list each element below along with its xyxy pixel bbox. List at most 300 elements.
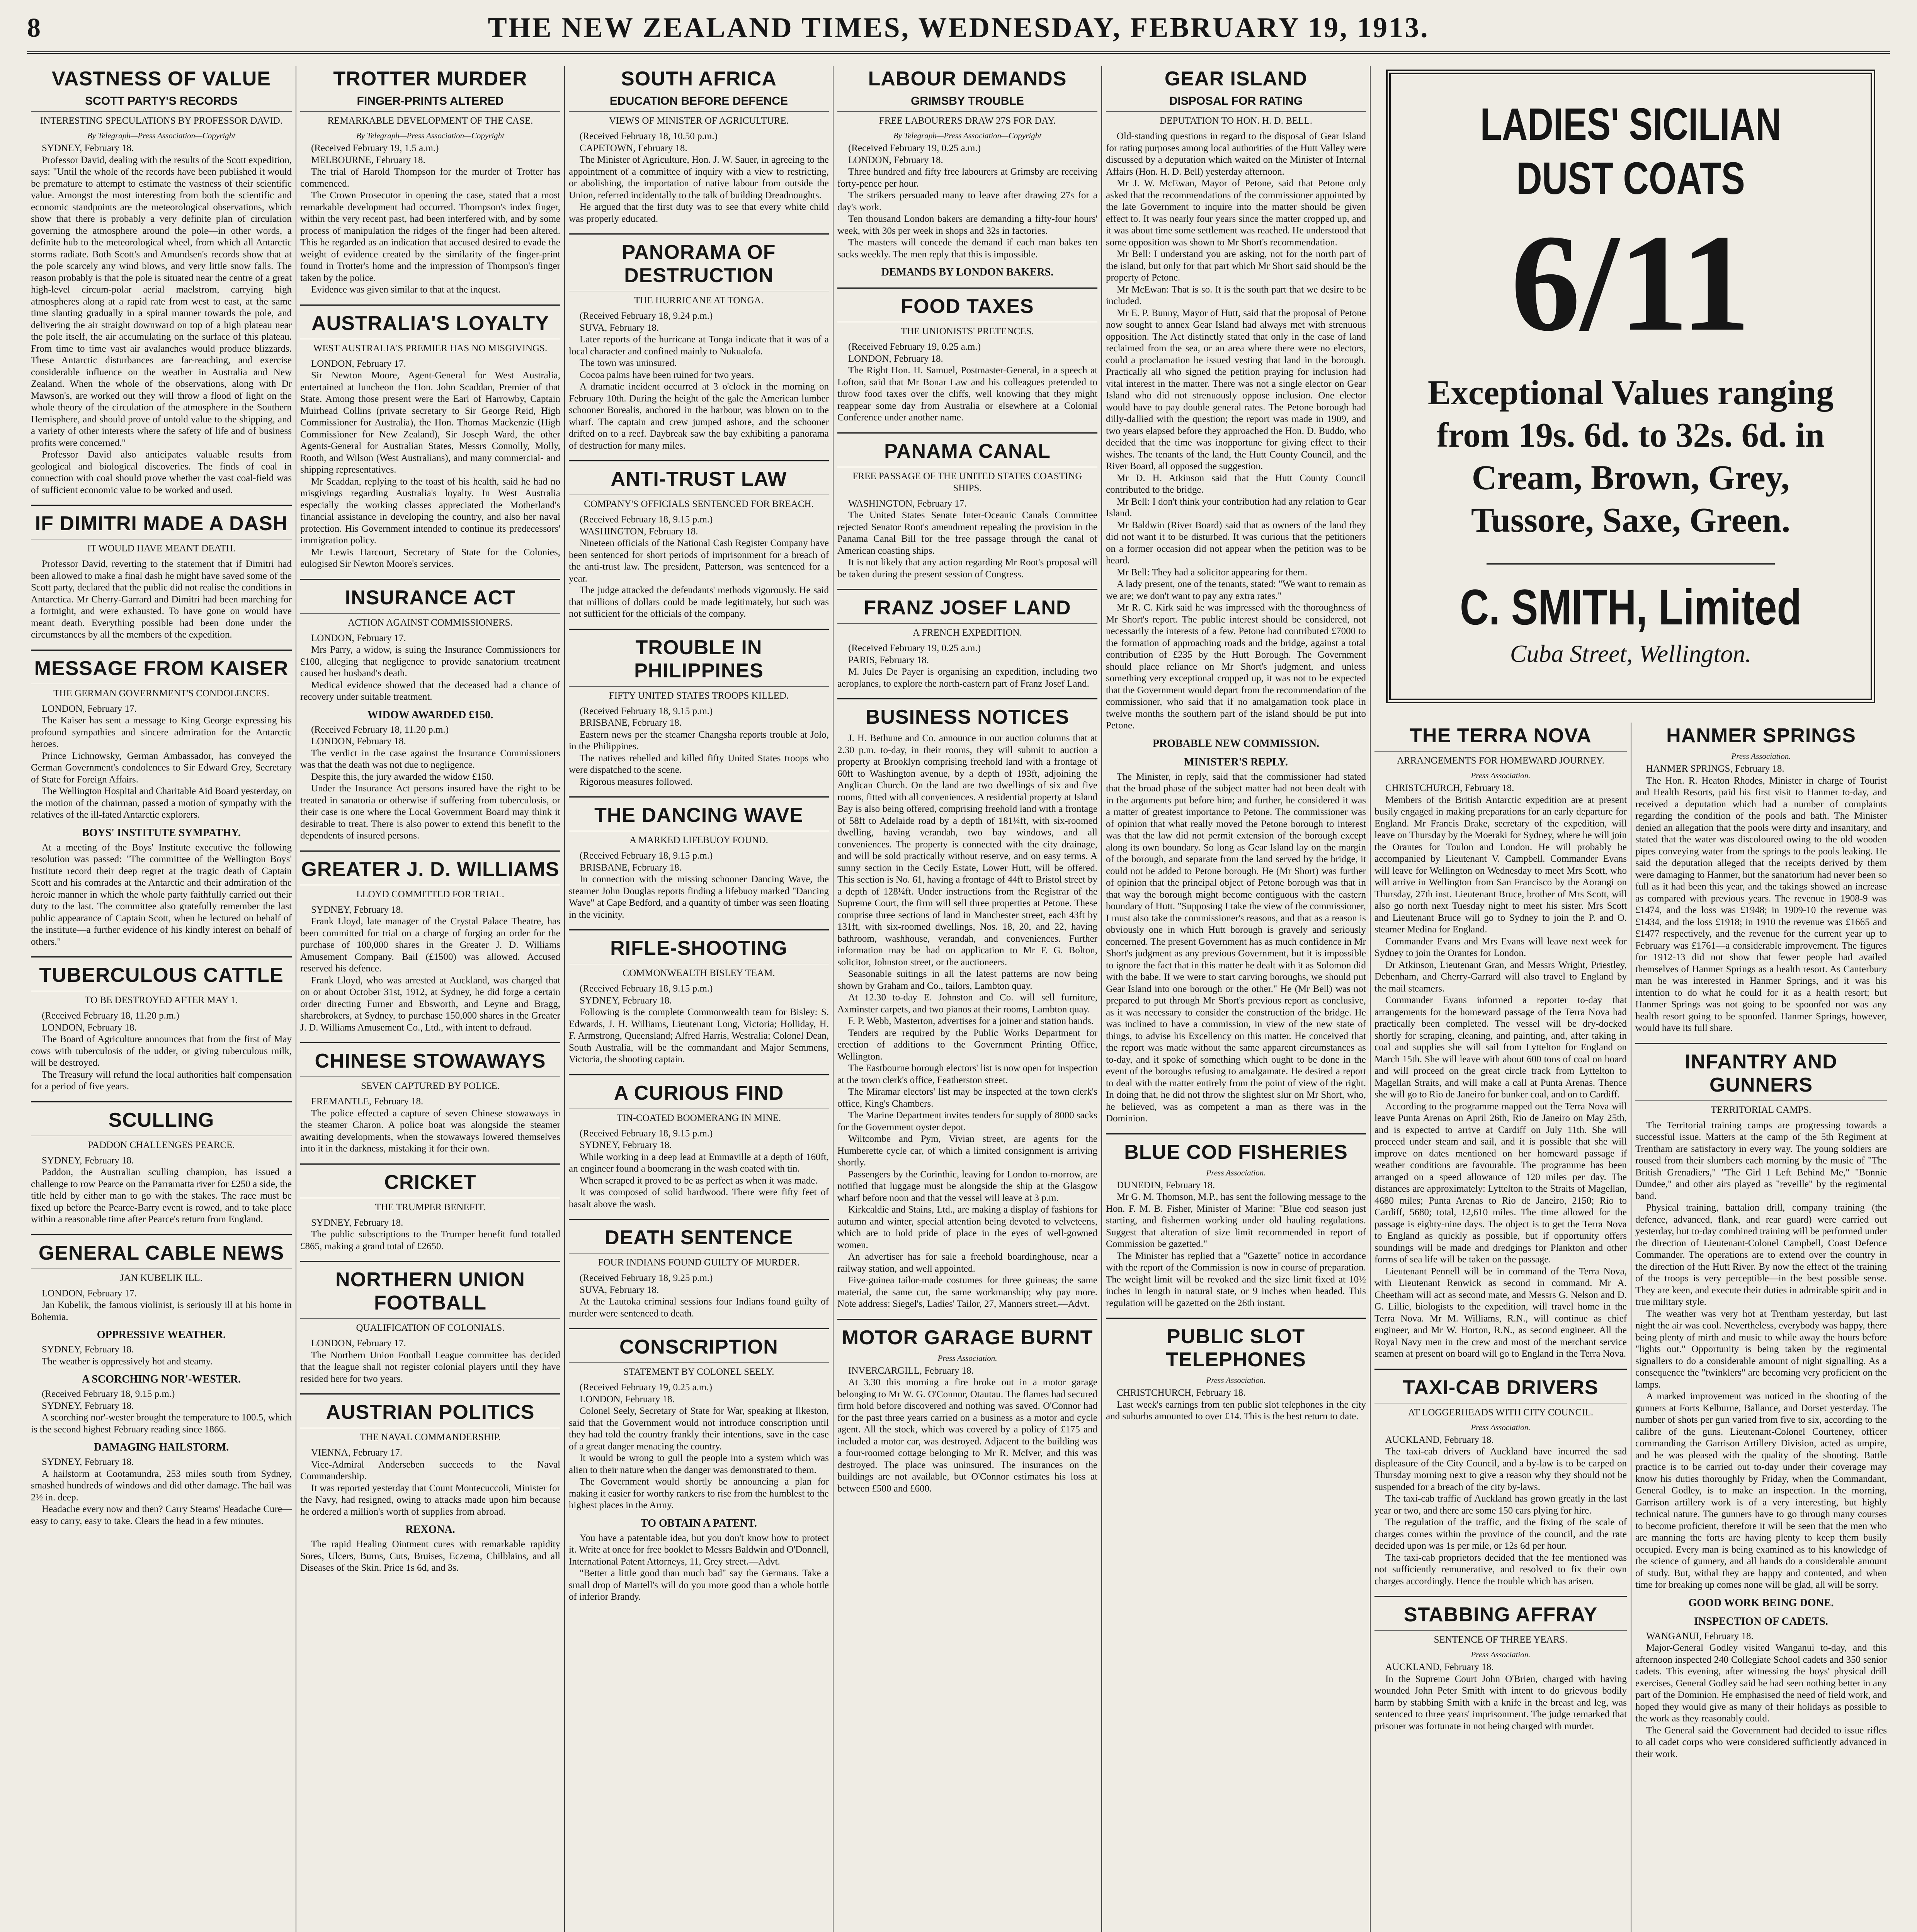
paragraph: LONDON, February 18. [848, 353, 943, 364]
article [1106, 67, 1366, 1125]
subheadline: COMPANY'S OFFICIALS SENTENCED FOR BREACH. [569, 495, 829, 510]
paragraph: WANGANUI, February 18. [1646, 1631, 1754, 1641]
paragraph: SYDNEY, February 18. [42, 1155, 134, 1166]
paragraph: (Received February 18, 9.15 p.m.) [580, 983, 713, 994]
subheadline: THE TRUMPER BENEFIT. [300, 1198, 560, 1213]
article-body [1106, 1180, 1366, 1310]
article [300, 579, 560, 842]
paragraph: FREMANTLE, February 18. [311, 1096, 424, 1107]
article-body [300, 1338, 560, 1385]
paragraph: Rigorous measures followed. [580, 776, 693, 787]
wire-credit: Press Association. [1471, 1650, 1531, 1659]
subheadline: TIN-COATED BOOMERANG IN MINE. [569, 1109, 829, 1124]
article-body [31, 1288, 292, 1527]
article-body [300, 1447, 560, 1574]
subheadline: REMARKABLE DEVELOPMENT OF THE CASE. [300, 111, 560, 127]
paragraph: (Received February 19, 0.25 a.m.) [848, 342, 981, 352]
deck: SCOTT PARTY'S RECORDS [85, 95, 238, 107]
article-body [837, 341, 1097, 424]
column-6b [1631, 723, 1890, 1932]
paragraph: Frank Lloyd, who was arrested at Auckland, was charged that on or about October 31st, 1912, at Sydney, he did forge a certain order directing Furner and Ebsworth, and Leyne and Bragg, sharebrokers, at Sydney, to purchase 150,000 shares in the Greater J. D. Williams Amusement Co., Ltd., with intent to defraud. [300, 975, 560, 1033]
paragraph: Cocoa palms have been ruined for two years. [580, 369, 754, 380]
article [300, 850, 560, 1034]
article-body [1374, 782, 1627, 1360]
headline: CRICKET [300, 1163, 560, 1194]
paragraph: The judge attacked the defendants' methods vigorously. He said that millions of dollars could be made legitimately, but such was not sufficient for the officials of the company. [569, 585, 829, 619]
section-heading: PROBABLE NEW COMMISSION. [1152, 737, 1320, 750]
paragraph: Dr Atkinson, Lieutenant Gran, and Messrs Wright, Priestley, Debenham, and Cherry-Garrard will also travel to England by the mail steamers. [1374, 959, 1627, 994]
paragraph: SYDNEY, February 18. [311, 904, 403, 915]
column-2 [296, 66, 564, 1932]
headline: TROUBLE IN PHILIPPINES [569, 629, 829, 682]
wire-credit: Press Association. [1206, 1376, 1266, 1385]
headline: TAXI-CAB DRIVERS [1374, 1369, 1627, 1399]
paragraph: Ten thousand London bakers are demanding a fifty-four hours' week, with 30s per week in shops and 32s in factories. [837, 214, 1097, 236]
headline: HANMER SPRINGS [1666, 724, 1856, 747]
headline: ANTI-TRUST LAW [569, 460, 829, 491]
paragraph: Three hundred and fifty free labourers at Grimsby are receiving forty-pence per hour. [837, 167, 1097, 189]
ad-values-text: Exceptional Values ranging from 19s. 6d. to 32s. 6d. in Cream, Brown, Grey, Tussore, Saxe, Green. [1427, 374, 1834, 539]
paragraph: VIENNA, February 17. [311, 1447, 403, 1458]
paragraph: Professor David, reverting to the statement that if Dimitri had been allowed to make a final dash he might have saved some of the Scott party, declared that the public did not realise the conditions in Antarctica. Mr Cherry-Garrard and Dimitri had been marching for a fortnight, and were exhausted. To have gone on would have meant death. Everything possible had been done under the circumstances by all the members of the expedition. [31, 559, 292, 640]
paragraph: The Eastbourne borough electors' list is now open for inspection at the town clerk's office, Featherston street. [837, 1063, 1097, 1085]
section-heading: MINISTER'S REPLY. [1184, 756, 1288, 768]
paragraph: Eastern news per the steamer Changsha reports trouble at Jolo, in the Philippines. [569, 729, 829, 752]
article-body [300, 904, 560, 1034]
article [31, 1234, 292, 1527]
article-body [569, 131, 829, 225]
paragraph: LONDON, February 18. [42, 1022, 137, 1033]
subheadline: FREE PASSAGE OF THE UNITED STATES COASTING SHIPS. [837, 467, 1097, 494]
paragraph: At a meeting of the Boys' Institute executive the following resolution was passed: "The committee of the Wellington Boys' Institute record their deep regret at the tragic death of Captain Scott and his comrades at the Antarctic and their admiration of the heroic manner in which the whole party faithfully carried out their duty to the last. The committee also gratefully remember the last public appearance of Captain Scott, when he lectured on behalf of the institute—a further evidence of his kindly interest on behalf of others." [31, 842, 292, 947]
paragraph: (Received February 18, 9.15 p.m.) [580, 850, 713, 861]
article-body [1635, 1120, 1887, 1760]
paragraph: "Better a little good than much bad" say the Germans. Take a small drop of Martell's will do you more good than a whole bottle of inferior Brandy. [569, 1568, 829, 1602]
section-heading: GOOD WORK BEING DONE. [1688, 1597, 1834, 1609]
article [837, 698, 1097, 1310]
article-body [837, 498, 1097, 581]
article-body [31, 1010, 292, 1093]
paragraph: The Marine Department invites tenders for supply of 8000 sacks for the Government oyster depot. [837, 1110, 1097, 1133]
section-heading: INSPECTION OF CADETS. [1694, 1615, 1828, 1628]
paragraph: The trial of Harold Thompson for the murder of Trotter has commenced. [300, 167, 560, 189]
paragraph: HANMER SPRINGS, February 18. [1646, 764, 1784, 774]
paragraph: He argued that the first duty was to see that every white child was properly educated. [569, 202, 829, 224]
article [1374, 724, 1627, 1360]
headline: SOUTH AFRICA [621, 68, 777, 90]
paragraph: The masters will concede the demand if each man bakes ten sacks weekly. The men reply that this is impossible. [837, 237, 1097, 260]
deck: GRIMSBY TROUBLE [911, 95, 1024, 107]
subheadline: SENTENCE OF THREE YEARS. [1374, 1630, 1627, 1646]
headline: TUBERCULOUS CATTLE [31, 956, 292, 987]
article [1374, 1369, 1627, 1588]
paragraph: The weather is oppressively hot and steamy. [42, 1356, 213, 1367]
article [300, 67, 560, 296]
headline: THE DANCING WAVE [569, 796, 829, 827]
paragraph: When scraped it proved to be as perfect as when it was made. [580, 1175, 818, 1186]
paragraph: CHRISTCHURCH, February 18. [1117, 1388, 1246, 1398]
paragraph: Following is the complete Commonwealth team for Bisley: S. Edwards, J. H. Williams, Lieutenant Long, Victoria; Holliday, H. F. Armstrong, Queensland; Alfred Harris, Westralia; Colonel Dean, South Australia, will be the commandant and Major Semmens, Victoria, the shooting captain. [569, 1007, 829, 1065]
paragraph: The Right Hon. H. Samuel, Postmaster-General, in a speech at Lofton, said that Mr Bonar Law and his colleagues pretended to throw food taxes over the cliffs, well knowing that they might reappear some day from Australia or elsewhere at a Colonial Conference under another name. [837, 365, 1097, 423]
headline: CONSCRIPTION [569, 1328, 829, 1359]
article-body [1635, 763, 1887, 1034]
paragraph: (Received February 19, 0.25 a.m.) [848, 143, 981, 153]
article [1106, 1318, 1366, 1423]
headline: AUSTRIAN POLITICS [300, 1393, 560, 1424]
paragraph: Vice-Admiral Anderseben succeeds to the Naval Commandership. [300, 1459, 560, 1481]
paragraph: You have a patentable idea, but you don't know how to protect it. Write at once for free booklet to Messrs Baldwin and O'Donnell, International Patent Attorneys, 11, Grey street.—Advt. [569, 1532, 829, 1567]
paragraph: J. H. Bethune and Co. announce in our auction columns that at 2.30 p.m. to-day, in their rooms, they will submit to auction a property at Brooklyn comprising freehold land with a frontage of 60ft to Washington avenue, by a depth of 193ft, adjoining the Anglican Church. On the land are two dwellings of six and five rooms, fitted with all conveniences. A residential property at Island Bay is also being offered, comprising freehold land with a frontage of 58ft to Adelaide road by a depth of 181¼ft, with six-roomed dwelling, having verandah, two bay windows, and all conveniences. The property is connected with the city drainage, and will be sold practically without reserve, and on easy terms. A sunny section in the Cecily Estate, Lower Hutt, will be offered. This section is No. 61, having a frontage of 44ft to Bristol street by a depth of 128¼ft. Under instructions from the Registrar of the Supreme Court, the firm will sell three properties at Petone. These comprise three sections of land in Manchester street, each 43ft by 131ft, with six-roomed dwellings, Nos. 18, 20, and 22, having bathroom, washhouse, verandah, and conveniences. Further information may be had on application to Mr F. G. Bolton, solicitor, Johnston street, or the auctioneers. [837, 733, 1097, 968]
paragraph: LONDON, February 18. [848, 155, 943, 165]
headline: RIFLE-SHOOTING [569, 929, 829, 960]
paragraph: The regulation of the traffic, and the fixing of the scale of charges comes within the province of the council, and the rate decided upon was 1s per mile, or 12s 6d per hour. [1374, 1517, 1627, 1551]
paragraph: WASHINGTON, February 17. [848, 498, 967, 509]
wire-credit: Press Association. [937, 1353, 997, 1363]
paragraph: (Received February 18, 9.15 p.m.) [42, 1389, 175, 1399]
paragraph: The taxi-cab traffic of Auckland has grown greatly in the last year or two, and there are some 150 cars plying for hire. [1374, 1493, 1627, 1516]
section-heading: TO OBTAIN A PATENT. [641, 1517, 757, 1529]
subheadline: IT WOULD HAVE MEANT DEATH. [31, 539, 292, 554]
subheadline: TERRITORIAL CAMPS. [1635, 1100, 1887, 1116]
headline: TROTTER MURDER [333, 68, 527, 90]
subheadline: WEST AUSTRALIA'S PREMIER HAS NO MISGIVINGS. [300, 339, 560, 354]
paragraph: SYDNEY, February 18. [42, 143, 134, 153]
article-body [31, 1155, 292, 1226]
page-number: 8 [27, 13, 41, 43]
subheadline: THE UNIONISTS' PRETENCES. [837, 322, 1097, 337]
paragraph: Commander Evans and Mrs Evans will leave next week for Sydney to join the Orantes for London. [1374, 936, 1627, 958]
subheadline: JAN KUBELIK ILL. [31, 1269, 292, 1284]
article [300, 1163, 560, 1253]
headline: VASTNESS OF VALUE [52, 68, 271, 90]
paragraph: Jan Kubelik, the famous violinist, is seriously ill at his home in Bohemia. [31, 1300, 292, 1322]
paragraph: SYDNEY, February 18. [311, 1217, 403, 1228]
article-body [1106, 131, 1366, 1125]
headline: FOOD TAXES [837, 287, 1097, 318]
paragraph: (Received February 18, 10.50 p.m.) [580, 131, 718, 141]
paragraph: Mr R. C. Kirk said he was impressed with the thoroughness of Mr Short's report. The public interest should be considered, not necessarily the interests of a few. Petone had contributed £7000 to the formation of approaching roads and the bridge, against a total contribution of £235 by the Hutt Borough. The Government should place reliance on Mr Short's judgment, and unless something very exceptional cropped up, it was not to be expected that the Government would depart from the recommendation of the commissioner, who said that if no amalgamation took place in twelve months the southern part of the island should be put into Petone. [1106, 602, 1366, 731]
headline: GEAR ISLAND [1164, 68, 1308, 90]
paragraph: (Received February 18, 9.25 p.m.) [580, 1273, 713, 1283]
paragraph: SUVA, February 18. [580, 1284, 659, 1295]
deck: EDUCATION BEFORE DEFENCE [609, 95, 788, 107]
paragraph: Mr Bell: I don't think your contribution had any relation to Gear Island. [1106, 496, 1366, 519]
article [569, 629, 829, 788]
section-heading: BOYS' INSTITUTE SYMPATHY. [82, 827, 241, 839]
headline: FRANZ JOSEF LAND [837, 589, 1097, 619]
paragraph: Mr McEwan: That is so. It is the south part that we desire to be included. [1106, 284, 1366, 306]
paragraph: CHRISTCHURCH, February 18. [1385, 783, 1514, 793]
paragraph: Kirkcaldie and Stains, Ltd., are making a display of fashions for autumn and winter, special attention being devoted to velveteens, which are to hold pride of place in the eyes of well-gowned women. [837, 1204, 1097, 1250]
article [569, 1074, 829, 1211]
headline: CHINESE STOWAWAYS [300, 1042, 560, 1073]
paragraph: At the Lautoka criminal sessions four Indians found guilty of murder were sentenced to death. [569, 1296, 829, 1319]
paragraph: In connection with the missing schooner Dancing Wave, the steamer John Douglas reports finding a lifebuoy marked "Dancing Wave" at Cape Bedford, and a quantity of timber was seen floating in the vicinity. [569, 874, 829, 920]
wire-credit: By Telegraph—Press Association—Copyright [356, 131, 505, 140]
wire-credit: Press Association. [1471, 771, 1531, 780]
paragraph: The Wellington Hospital and Charitable Aid Board yesterday, on the motion of the chairman, passed a motion of sympathy with the relatives of the ill-fated Antarctic explorers. [31, 786, 292, 820]
headline: GREATER J. D. WILLIAMS [300, 850, 560, 881]
article [1635, 724, 1887, 1034]
headline: LABOUR DEMANDS [868, 68, 1067, 90]
article-body [300, 1217, 560, 1253]
paragraph: Frank Lloyd, late manager of the Crystal Palace Theatre, has been committed for trial on a charge of forging an order for the purchase of 100,000 shares in the Greater J. D. Williams Amusement Company. Bail (£1500) was allowed. Accused reserved his defence. [300, 916, 560, 974]
paragraph: The Board of Agriculture announces that from the first of May cows with tuberculosis of the udder, or giving tuberculous milk, will be destroyed. [31, 1034, 292, 1068]
headline: BUSINESS NOTICES [837, 698, 1097, 729]
paragraph: While working in a deep lead at Emmaville at a depth of 160ft, an engineer found a boomerang in the wash coated with tin. [569, 1151, 829, 1174]
paragraph: The rapid Healing Ointment cures with remarkable rapidity Sores, Ulcers, Burns, Cuts, Bruises, Eczema, Chilblains, and all Diseases of the Skin. Price 1s 6d, and 3s. [300, 1539, 560, 1573]
paragraph: Nineteen officials of the National Cash Register Company have been sentenced for short periods of imprisonment for a breach of the anti-trust law. The president, Patterson, was sentenced for a year. [569, 538, 829, 584]
subheadline: DEPUTATION TO HON. H. D. BELL. [1106, 111, 1366, 127]
paragraph: BRISBANE, February 18. [580, 718, 682, 728]
paragraph: Later reports of the hurricane at Tonga indicate that it was of a local character and confined mainly to Nukualofa. [569, 334, 829, 357]
article-body [31, 703, 292, 948]
paragraph: Five-guinea tailor-made costumes for three guineas; the same material, the same cut, the same workmanship; why pay more. Note address: Siegel's, Ladies' Tailor, 27, Manners street.—Advt. [837, 1275, 1097, 1309]
section-heading: WIDOW AWARDED £150. [367, 709, 493, 721]
paragraph: Wiltcombe and Pym, Vivian street, are agents for the Humberette cycle car, of which a limited consignment is arriving shortly. [837, 1134, 1097, 1168]
paragraph: LONDON, February 17. [42, 703, 137, 714]
headline: THE TERRA NOVA [1410, 724, 1592, 747]
wire-credit: By Telegraph—Press Association—Copyright [87, 131, 236, 140]
column-5 [1101, 66, 1370, 1932]
subheadline: FOUR INDIANS FOUND GUILTY OF MURDER. [569, 1253, 829, 1269]
paragraph: The verdict in the case against the Insurance Commissioners was that the death was not due to negligence. [300, 748, 560, 770]
paragraph: The town was uninsured. [580, 358, 677, 368]
subheadline: A MARKED LIFEBUOY FOUND. [569, 831, 829, 846]
article [837, 589, 1097, 690]
paragraph: SYDNEY, February 18. [42, 1400, 134, 1411]
article [31, 1101, 292, 1226]
paragraph: Mrs Parry, a widow, is suing the Insurance Commissioners for £100, alleging that negligence to provide sanatorium treatment caused her husband's death. [300, 645, 560, 679]
paragraph: Mr E. P. Bunny, Mayor of Hutt, said that the proposal of Petone now sought to annex Gear Island had always met with strenuous opposition. The Act distinctly stated that only in the case of land reclaimed from the sea, or an area where there were no electors, could a proclamation be issued vesting that land in the borough. Practically all who signed the petition praying for inclusion had vital interest in the matter. There was not a single elector on Gear Island who did not strenuously oppose inclusion. One elector would have to pay double general rates. The Petone borough had dilly-dallied with the question; the report was made in 1909, and two years elapsed before they approached the Hon. D. Buddo, who decided that the time was inopportune for giving effect to their wishes. The tenants of the land, the Hutt County Council, and the River Board, all opposed the suggestion. [1106, 308, 1366, 471]
article [300, 1261, 560, 1385]
article [1374, 1596, 1627, 1732]
paragraph: The police effected a capture of seven Chinese stowaways in the steamer Charon. A police boat was alongside the steamer awaiting developments, when the stowaways lowered themselves into it in the darkness, mistaking it for their own. [300, 1108, 560, 1154]
article-body [569, 1128, 829, 1211]
paragraph: The Kaiser has sent a message to King George expressing his profound sympathies and sincere admiration for the Antarctic heroes. [31, 715, 292, 749]
article-body [837, 733, 1097, 1310]
paragraph: The Miramar electors' list may be inspected at the town clerk's office, King's Chambers. [837, 1087, 1097, 1109]
paragraph: Commander Evans informed a reporter to-day that arrangements for the homeward passage of the Terra Nova had practically been completed. The vessel will be dry-docked shortly for scraping, cleaning, and painting, and, after taking in coal and supplies she will sail from Lyttelton for England on March 15th. She will leave with about 600 tons of coal on board and will proceed on the great circle track from Lyttelton to Magellan Straits, and will make a call at Punta Arenas. Thence she will go to Rio de Janeiro for bunker coal, and on to Cardiff. [1374, 995, 1627, 1100]
headline: AUSTRALIA'S LOYALTY [300, 304, 560, 335]
subheadline: INTERESTING SPECULATIONS BY PROFESSOR DAVID. [31, 111, 292, 127]
article [300, 1042, 560, 1155]
article [837, 432, 1097, 581]
paragraph: LONDON, February 18. [580, 1394, 675, 1405]
article-body [837, 1365, 1097, 1495]
paragraph: Lieutenant Pennell will be in command of the Terra Nova, with Lieutenant Renwick as second in command. Mr A. Cheetham will act as second mate, and Messrs G. Nelson and D. G. Lillie, biologists to the expedition, will travel home in the Terra Nova. Mr M. Williams, R.N., will continue as chief engineer, and Mr W. Horton, R.N., as second engineer. All the Royal Navy men in the crew and most of the merchant service seamen at present on board will go to England in the Terra Nova. [1374, 1266, 1627, 1359]
column-6 [1370, 66, 1890, 1932]
wire-credit: Press Association. [1471, 1422, 1531, 1432]
article [31, 650, 292, 948]
paragraph: (Received February 18, 11.20 p.m.) [311, 724, 449, 735]
article [569, 233, 829, 452]
paragraph: The public subscriptions to the Trumper benefit fund totalled £865, making a grand total of £2650. [300, 1229, 560, 1252]
headline: PANAMA CANAL [837, 432, 1097, 463]
article [300, 1393, 560, 1574]
paragraph: Sir Newton Moore, Agent-General for West Australia, entertained at luncheon the Hon. John Scaddan, Premier of that State. Among those present were the Earl of Harrowby, Captain Muirhead Collins (private secretary to Sir George Reid, High Commissioner for Australia), the Hon. Thomas Mackenzie (High Commissioner for New Zealand), Sir Joseph Ward, the other Agents-General for Australian States, Messrs Connolly, Molly, Rooth, and Wilson (West Australians), and many commercial- and shipping representatives. [300, 370, 560, 475]
paragraph: LONDON, February 18. [311, 736, 406, 747]
paragraph: DUNEDIN, February 18. [1117, 1180, 1215, 1190]
paragraph: (Received February 19, 1.5 a.m.) [311, 143, 439, 153]
headline: IF DIMITRI MADE A DASH [31, 505, 292, 535]
article [1635, 1043, 1887, 1760]
section-heading: OPPRESSIVE WEATHER. [97, 1329, 226, 1341]
headline: PUBLIC SLOT TELEPHONES [1106, 1318, 1366, 1371]
dust-coats-advertisement [1386, 70, 1875, 703]
paragraph: In the Supreme Court John O'Brien, charged with having wounded John Peter Smith with intent to do grievous bodily harm by stabbing Smith with a knife in the breast and leg, was sentenced to three years' imprisonment. The judge remarked that prisoner was fortunate in not being charged with murder. [1374, 1673, 1627, 1731]
paragraph: The Minister, in reply, said that the commissioner had stated that the broad phase of the subject matter had not been dealt with in the arguments put before him; and further, he considered it was a matter of greatest importance to Petone. The commissioner was of opinion that what really moved the Petone borough to interest was that the law did not permit extension of the borough except along its own boundary. So long as Gear Island lay on the margin of the borough, and separate from the land served by the bridge, it could not be added to Petone borough. He (Mr Short) was further of opinion that the principal object of Petone borough was that in that way the borough might become contiguous with the eastern boundary of Hutt. "Supposing I take the view of the commissioner, I must also take the commissioner's reasons, and that as a reason is obviously one in which Hutt borough is gravely and seriously concerned. The present Government has as much confidence in Mr Short's judgment as any previous Government, but it is impossible to ignore the fact that in this matter he dealt with it as Solomon did with the babe. If we were to start carving boroughs, we should put Gear Island into one borough or the other." He (Mr Bell) was not prepared to put through Mr Short's previous report as conclusive, as it was necessary to consider the construction of the bridge. He was inclined to have a commission, in view of the new state of things, to advise his Excellency on this matter. He conceived that the report was made without the same apparent circumstances as to-day, and it spoke of something which ought to be done in the event of the boroughs refusing to amalgamate. He desired a report to deal with the matter entirely from the point of view of the right. In doing that, he did not throw the slightest slur on Mr Short, who, he believed, was as competent a man as there was in the Dominion. [1106, 771, 1366, 1124]
paragraph: BRISBANE, February 18. [580, 862, 682, 873]
article [569, 796, 829, 921]
wire-credit: By Telegraph—Press Association—Copyright [893, 131, 1042, 140]
paragraph: It is not likely that any action regarding Mr Root's proposal will be taken during the present session of Congress. [837, 557, 1097, 580]
subheadline: ARRANGEMENTS FOR HOMEWARD JOURNEY. [1374, 751, 1627, 767]
ad-price: 6/11 [1510, 206, 1751, 360]
paragraph: Professor David, dealing with the results of the Scott expedition, says: "Until the whole of the records have been published it would be premature to attempt to estimate the vastness of their scientific value. Amongst the most interesting from both the scientific and economic standpoints are the meteorological observations, which show that there is probably a very definite plan of circulation governing the atmosphere around the pole—in other words, a definite hub to the meteorological wheel, from which all Antarctic storms radiate. Both Scott's and Amundsen's records show that at the pole scarcely any wind blows, and very little snow falls. The reason probably is that the pole is situated near the centre of a great high-level circum-polar aerial maelstrom, carrying high atmospheres along at a rapid rate from west to east, at the same time slanting gradually in a spiral manner towards the pole, and delivering the air straight downward on top of a high plateau near the pole itself, the air accumulating on the surface of this plateau. From time to time vast air avalanches would produce blizzards. These Antarctic disturbances are far-reaching, and exercise considerable influence on the weather in Australia and New Zealand. When the whole of the observations, along with Dr Mawson's, are worked out they will throw a flood of light on the whole theory of the circulation of the atmosphere in the Southern Hemisphere, and should prove of untold value to the shipping, and a variety of other interests where the safety of life and of business profits were concerned." [31, 155, 292, 448]
article-body [300, 143, 560, 296]
wire-credit: Press Association. [1206, 1168, 1266, 1177]
paragraph: (Received February 18, 9.24 p.m.) [580, 311, 713, 321]
paragraph: MELBOURNE, February 18. [311, 155, 425, 165]
column-4 [833, 66, 1101, 1932]
paragraph: Tenders are required by the Public Works Department for erection of additions to the Government Printing Office, Wellington. [837, 1027, 1097, 1062]
headline: BLUE COD FISHERIES [1106, 1133, 1366, 1164]
section-heading: REXONA. [405, 1524, 455, 1536]
article-body [1106, 1387, 1366, 1423]
paragraph: At 3.30 this morning a fire broke out in a motor garage belonging to Mr W. G. O'Connor, Otautau. The flames had secured firm hold before discovered and nothing was saved. O'Connor had for the past three years carried on a business as a motor and cycle agent. All the stock, which was covered by a policy of £175 and included a motor car, was destroyed. Adjacent to the building was a four-roomed cottage belonging to Mr R. McIver, and this was destroyed. The place was uninsured. The insurances on the buildings are not available, but O'Connor estimates his loss at between £500 and £600. [837, 1377, 1097, 1494]
paragraph: The strikers persuaded many to leave after drawing 27s for a day's work. [837, 190, 1097, 213]
paragraph: Under the Insurance Act persons insured have the right to be treated in sanatoria or otherwise if suffering from tuberculosis, or their case is one where the Local Government Board may think it desirable to treat. There is also power to extend this benefit to the dependents of insured persons. [300, 783, 560, 841]
paragraph: Seasonable suitings in all the latest patterns are now being shown by Graham and Co., tailors, Lambton quay. [837, 969, 1097, 991]
column-3 [564, 66, 833, 1932]
article-body [569, 706, 829, 788]
section-heading: A SCORCHING NOR'-WESTER. [82, 1373, 241, 1385]
article-body [1374, 1434, 1627, 1588]
article-body [31, 558, 292, 641]
paragraph: F. P. Webb, Masterton, advertises for a joiner and station hands. [848, 1016, 1094, 1026]
ad-address: Cuba Street, Wellington. [1510, 640, 1752, 667]
article-body [300, 358, 560, 570]
headline: DEATH SENTENCE [569, 1219, 829, 1249]
paragraph: An advertiser has for sale a freehold boardinghouse, near a railway station, and well appointed. [837, 1252, 1097, 1274]
article-body [569, 1382, 829, 1603]
paragraph: Old-standing questions in regard to the disposal of Gear Island for rating purposes among local authorities of the Hutt Valley were discussed by a deputation which waited on the Minister of Internal Affairs (Hon. H. D. Bell) yesterday afternoon. [1106, 131, 1366, 177]
paragraph: AUCKLAND, February 18. [1385, 1434, 1494, 1445]
article-body [31, 143, 292, 496]
article [300, 304, 560, 570]
paragraph: (Received February 18, 9.15 p.m.) [580, 706, 713, 716]
subheadline: AT LOGGERHEADS WITH CITY COUNCIL. [1374, 1403, 1627, 1418]
paragraph: (Received February 19, 0.25 a.m.) [848, 643, 981, 653]
headline: INFANTRY AND GUNNERS [1635, 1043, 1887, 1097]
article-body [569, 850, 829, 921]
paragraph: According to the programme mapped out the Terra Nova will leave Punta Arenas on April 26th, Rio de Janeiro on May 25th, and is expected to arrive at Cardiff on July 11th. She will proceed under steam and sail, and it is possible that she will improve on dates mentioned on her homeward passage if weather conditions are favourable. The programme has been arranged on a speed allowance of 120 miles per day. The distances are approximately: Lyttelton to the Straits of Magellan, 4680 miles; Punta Arenas to Rio de Janeiro, 2150; Rio to Cardiff, 5680; total, 12,610 miles. The time allowed for the passage is eighty-nine days. The object is to get the Terra Nova to England as quickly as possible, but if opportunity offers soundings will be made and dredgings for Plankton and other forms of sea life will be taken on the passage. [1374, 1101, 1627, 1265]
subheadline: THE GERMAN GOVERNMENT'S CONDOLENCES. [31, 684, 292, 699]
paragraph: Paddon, the Australian sculling champion, has issued a challenge to row Pearce on the Parramatta river for £250 a side, the title held by either man to go with the stakes. The race must be fixed up before the Pearce-Barry event is rowed, and to take place within a reasonable time after Pearce's return from England. [31, 1167, 292, 1225]
masthead [27, 3, 1890, 61]
subheadline: LLOYD COMMITTED FOR TRIAL. [300, 885, 560, 900]
paragraph: SUVA, February 18. [580, 322, 659, 333]
paragraph: (Received February 18, 9.15 p.m.) [580, 1128, 713, 1139]
article [837, 67, 1097, 279]
paragraph: Mr J. W. McEwan, Mayor of Petone, said that Petone only asked that the recommendations of the commissioner appointed by the late Government to inquire into the matter should be given effect to. It was nearly four years since the matter cropped up, and it was about time some settlement was reached. He understood that some opposition was shown to Mr Short's recommendation. [1106, 178, 1366, 248]
wire-credit: Press Association. [1731, 752, 1791, 761]
paragraph: SYDNEY, February 18. [580, 1140, 672, 1150]
paragraph: Last week's earnings from ten public slot telephones in the city and suburbs amounted to over £14. This is the best return to date. [1106, 1399, 1366, 1422]
paragraph: Mr Lewis Harcourt, Secretary of State for the Colonies, eulogised Sir Newton Moore's services. [300, 547, 560, 569]
article [569, 67, 829, 225]
paragraph: At 12.30 to-day E. Johnston and Co. will sell furniture, Axminster carpets, and two pianos at their rooms, Lambton quay. [837, 992, 1097, 1015]
article [31, 505, 292, 641]
headline: SCULLING [31, 1101, 292, 1132]
paragraph: A dramatic incident occurred at 3 o'clock in the morning on February 10th. During the height of the gale the American lumber schooner Borealis, anchored in the harbour, was blown on to the wharf. The captain and crew jumped ashore, and the schooner drifted on to a reef. Daybreak saw the bay exhibiting a panorama of destruction for many miles. [569, 381, 829, 451]
subheadline: THE NAVAL COMMANDERSHIP. [300, 1428, 560, 1443]
paragraph: Mr G. M. Thomson, M.P., has sent the following message to the Hon. F. M. B. Fisher, Minister of Marine: "Blue cod season just starting, and fishermen working under old hauling regulations. Suggest that alteration of size limit recommended in report of Commission be gazetted." [1106, 1192, 1366, 1249]
paragraph: The United States Senate Inter-Oceanic Canals Committee rejected Senator Root's amendment repealing the provision in the Panama Canal Bill for the free passage through the canal of American coasting ships. [837, 510, 1097, 556]
paragraph: The General said the Government had decided to issue rifles to all cadet corps who were considered sufficiently advanced in their work. [1635, 1725, 1887, 1759]
headline: MESSAGE FROM KAISER [31, 650, 292, 680]
paragraph: (Received February 19, 0.25 a.m.) [580, 1382, 712, 1393]
column-6a [1371, 723, 1631, 1932]
ad-title [1444, 97, 1818, 206]
article [837, 1319, 1097, 1495]
paragraph: A lady present, one of the tenants, stated: "We want to remain as we are; we don't want to pay any extra rates." [1106, 579, 1366, 601]
subheadline: VIEWS OF MINISTER OF AGRICULTURE. [569, 111, 829, 127]
paragraph: It was composed of solid hardwood. There were fifty feet of basalt above the wash. [569, 1187, 829, 1209]
paragraph: LONDON, February 17. [42, 1288, 137, 1299]
paragraph: The Minister of Agriculture, Hon. J. W. Sauer, in agreeing to the appointment of a committee of inquiry with a view to restricting, or abolishing, the importation of native labour from outside the Union, referred incidentally to the talk of building Dreadnoughts. [569, 155, 829, 201]
article [569, 460, 829, 620]
paragraph: (Received February 18, 9.15 p.m.) [580, 514, 713, 525]
paragraph: Members of the British Antarctic expedition are at present busily engaged in making preparations for an early departure for England. Mr Francis Drake, secretary of the expedition, will leave on Thursday by the Moeraki for Sydney, where he will join the Orantes for Toulon and London. He will probably be accompanied by Lieutenant V. Campbell. Commander Evans will leave for Wellington on Wednesday to meet Mrs Scott, who will arrive in Wellington from San Francisco by the Aorangi on Thursday, 27th inst. Lieutenant Bruce, brother of Mrs Scott, will also go north next Tuesday night to meet his sister. Mrs Scott and Lieutenant Bruce will go to Sydney to join the P. and O. steamer Medina for England. [1374, 794, 1627, 935]
paragraph: The Treasury will refund the local authorities half compensation for a period of five years. [31, 1069, 292, 1092]
headline: PANORAMA OF DESTRUCTION [569, 233, 829, 287]
article [569, 1328, 829, 1603]
paragraph: Physical training, battalion drill, company training (the defence, advanced, flank, and rear guard) were carried out yesterday, but to-day combined training will be performed under the direction of Lieutenant-Colonel Campbell, Coast Defence Commander. The operations are to extend over the country in the direction of the Hutt River. By now the effect of the training of the troops is very perceptible—in the best possible sense. They are keen, and execute their duties in admirable spirit and in true military style. [1635, 1202, 1887, 1307]
paragraph: The Hon. R. Heaton Rhodes, Minister in charge of Tourist and Health Resorts, paid his first visit to Hanmer to-day, and received a deputation which had a number of complaints regarding the condition of the pools and bath. The Minister denied an allegation that the pools were dirty and insanitary, and stated that the water was discoloured owing to the old wooden pipes conveying water from the springs to the pools leaking. He said the deputation alleged that the receipts derived by them were damaging to Hanmer, but the sanatorium had never been so full as it had been this year, and the takings showed an increase as compared with previous years. The revenue in 1908-9 was £1474, and the loss was £1948; in 1909-10 the revenue was £1434, and the loss £1918; in 1910 the revenue was £1665 and £1477 respectively, and the revenue for the current year up to February was £1761—a considerable improvement. The figures for 1912-13 did not show that fewer people had availed themselves of Hanmer Springs as a health resort. As Canterbury man he was interested in Hanmer Springs, and it was his intention to do what he could for it as a health resort; but Hanmer Springs was not going to be spoonfed nor was any health resort going to be spoonfed. Hanmer Springs, however, would have its full share. [1635, 775, 1887, 1033]
paragraph: SYDNEY, February 18. [42, 1344, 134, 1355]
subheadline: SEVEN CAPTURED BY POLICE. [300, 1077, 560, 1092]
deck: FINGER-PRINTS ALTERED [357, 95, 504, 107]
paragraph: A scorching nor'-wester brought the temperature to 100.5, which is the second highest February reading since 1866. [31, 1412, 292, 1435]
paragraph: The Minister has replied that a "Gazette" notice in accordance with the report of the Commission is now in course of preparation. The weight limit will be revoked and the size limit fixed at 10½ inches in length in natural state, or 9 inches when headed. This regulation will be gazetted on the 26th instant. [1106, 1250, 1366, 1308]
paragraph: Despite this, the jury awarded the widow £150. [311, 771, 494, 782]
paragraph: The taxi-cab proprietors decided that the fee mentioned was not sufficiently remunerative, and resolved to fix their own charges accordingly. Hence the trouble which has arisen. [1374, 1552, 1627, 1587]
article-body [569, 983, 829, 1066]
headline: NORTHERN UNION FOOTBALL [300, 1261, 560, 1315]
article-body [569, 514, 829, 620]
subheadline: COMMONWEALTH BISLEY TEAM. [569, 964, 829, 979]
paragraph: The taxi-cab drivers of Auckland have incurred the sad displeasure of the City Council, and a by-law is to be carped on Thursday morning next to give a reason why they should not be suspended for a breach of the city by-laws. [1374, 1446, 1627, 1492]
paragraph: Major-General Godley visited Wanganui to-day, and this afternoon inspected 240 Collegiate School cadets and 350 senior cadets. This evening, after witnessing the boys' physical drill exercises, General Godley said he had seen nothing better in any part of the Dominion. He emphasised the need of field work, and hoped they would give as many of their holidays as possible to the work as they reasonably could. [1635, 1643, 1887, 1724]
article-body [569, 310, 829, 452]
paragraph: CAPETOWN, February 18. [580, 143, 687, 153]
article [837, 287, 1097, 424]
ad-title-line-1: LADIES' SICILIAN [1480, 99, 1781, 150]
paragraph: Evidence was given similar to that at the inquest. [311, 284, 501, 295]
subheadline: PADDON CHALLENGES PEARCE. [31, 1136, 292, 1151]
paragraph: Mr Scaddan, replying to the toast of his health, said he had no misgivings regarding Australia's loyalty. In West Australia especially the working classes appreciated the Motherland's financial assistance in developing the country, and also her naval protection. His Government intended to continue its predecessors' immigration policy. [300, 476, 560, 546]
article-body [837, 143, 1097, 279]
subheadline: A FRENCH EXPEDITION. [837, 623, 1097, 639]
article [31, 67, 292, 496]
headline: MOTOR GARAGE BURNT [837, 1319, 1097, 1349]
paragraph: Passengers by the Corinthic, leaving for London to-morrow, are notified that luggage must be alongside the ship at the Glasgow wharf before noon and that the vessel will leave at 3 p.m. [837, 1169, 1097, 1203]
article [31, 956, 292, 1093]
paragraph: SYDNEY, February 18. [580, 995, 672, 1006]
subheadline: TO BE DESTROYED AFTER MAY 1. [31, 991, 292, 1006]
